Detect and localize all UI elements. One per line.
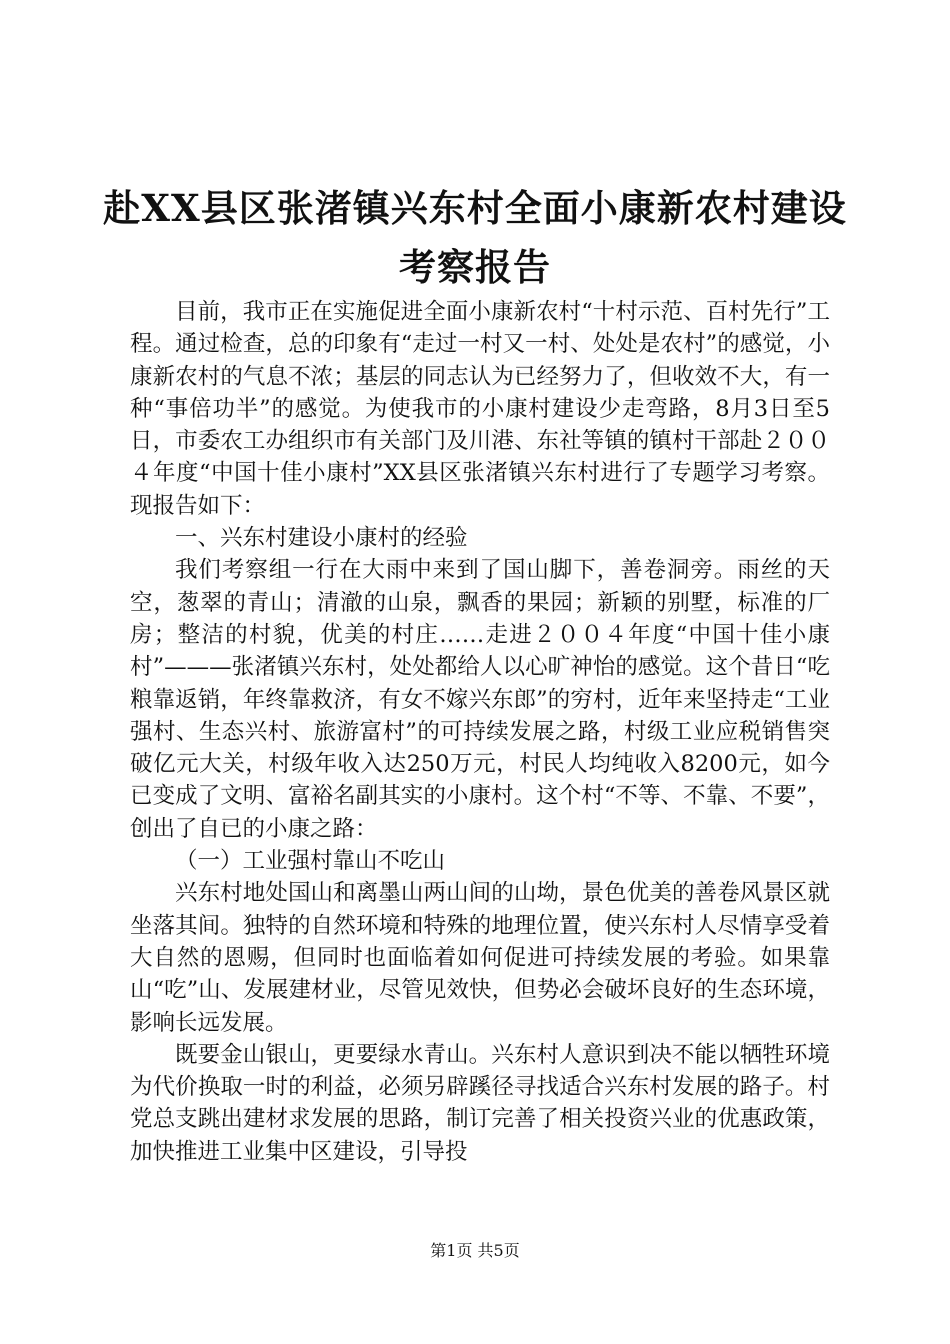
- subsection-heading-1: （一）工业强村靠山不吃山: [175, 848, 446, 875]
- page-footer: 第1页 共5页: [430, 1241, 520, 1260]
- section-heading-1: 一、兴东村建设小康村的经验: [175, 525, 468, 552]
- paragraph-experience: 我们考察组一行在大雨中来到了国山脚下，善卷洞旁。雨丝的天空，葱翠的青山；清澈的山泉，飘香的果园；新颖的别墅，标准的厂房；整洁的村貌，优美的村庄……走进２００４年度“中国十佳小康村”———张渚镇兴东村，处处都给人以心旷神怡的感觉。这个昔日“吃粮靠返销，年终靠救济，有女不嫁兴东郎”的穷村，近年来坚持走“工业强村、生态兴村、旅游富村”的可持续发展之路，村级工业应税销售突破亿元大关，村级年收入达250万元，村民人均纯收入8200元，如今已变成了文明、富裕名副其实的小康村。这个村“不等、不靠、不要”，创出了自已的小康之路：: [130, 557, 830, 842]
- document-title-line-2: 考察报告: [399, 245, 551, 289]
- document-body: [130, 296, 830, 1168]
- paragraph-location: 兴东村地处国山和离墨山两山间的山坳，景色优美的善卷风景区就坐落其间。独特的自然环境和特殊的地理位置，使兴东村人尽情享受着大自然的恩赐，但同时也面临着如何促进可持续发展的考验。如果靠山“吃”山、发展建材业，尽管见效快，但势必会破坏良好的生态环境，影响长远发展。: [130, 880, 830, 1036]
- document-title-line-1: 赴XX县区张渚镇兴东村全面小康新农村建设: [103, 186, 847, 230]
- paragraph-intro: 目前，我市正在实施促进全面小康新农村“十村示范、百村先行”工程。通过检查，总的印象有“走过一村又一村、处处是农村”的感觉，小康新农村的气息不浓；基层的同志认为已经努力了，但收效不大，有一种“事倍功半”的感觉。为使我市的小康村建设少走弯路，8月3日至5日，市委农工办组织市有关部门及川港、东社等镇的镇村干部赴２００４年度“中国十佳小康村”XX县区张渚镇兴东村进行了专题学习考察。现报告如下：: [130, 299, 830, 519]
- paragraph-green-mountains: 既要金山银山，更要绿水青山。兴东村人意识到决不能以牺牲环境为代价换取一时的利益，必须另辟蹊径寻找适合兴东村发展的路子。村党总支跳出建材求发展的思路，制订完善了相关投资兴业的优惠政策，加快推进工业集中区建设，引导投: [130, 1041, 830, 1165]
